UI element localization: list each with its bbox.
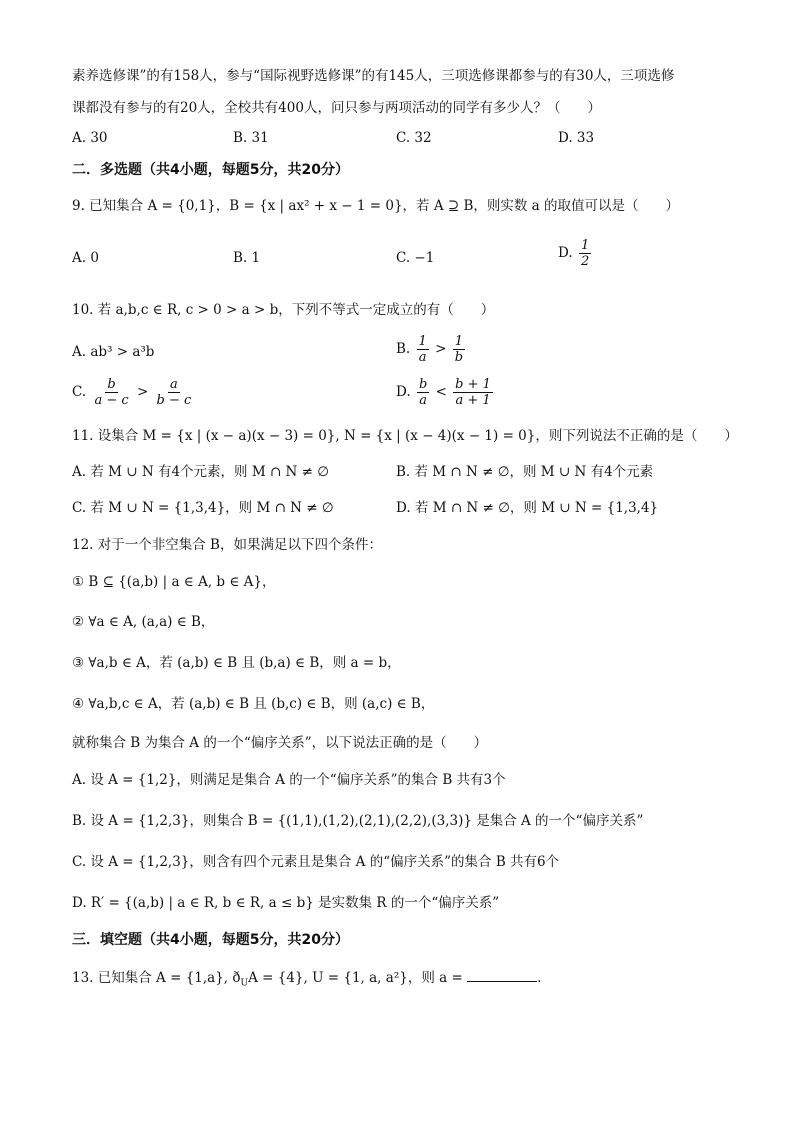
q9-option-b[interactable]: B. 1 xyxy=(233,250,261,266)
q10-option-c[interactable] xyxy=(72,377,195,408)
q11-option-d[interactable]: D. 若 M ∩ N ≠ ∅，则 M ∪ N = {1,3,4} xyxy=(396,500,659,516)
q10-option-d-left-numerator: b xyxy=(418,377,428,392)
q10-option-c-right-fraction xyxy=(155,377,194,408)
q12-option-c[interactable]: C. 设 A = {1,2,3}，则含有四个元素且是集合 A 的“偏序关系”的集合 B 共有6个 xyxy=(72,854,560,870)
q8-option-c[interactable]: C. 32 xyxy=(396,130,432,146)
q13-stem xyxy=(72,967,541,994)
q12-option-a[interactable]: A. 设 A = {1,2}，则满足是集合 A 的一个“偏序关系”的集合 B 共有3个 xyxy=(72,772,506,788)
q12-condition-1: ① B ⊆ {(a,b) | a ∈ A, b ∈ A}， xyxy=(72,574,276,590)
q10-option-b-label: B. xyxy=(396,341,411,357)
q10-option-d-left-fraction xyxy=(417,377,429,408)
q12-option-d[interactable]: D. R′ = {(a,b) | a ∈ R, b ∈ R, a ≤ b} 是实数集 R 的一个“偏序关系” xyxy=(72,895,500,911)
q9-option-c[interactable]: C. −1 xyxy=(396,250,435,266)
q9-option-d-numerator: 1 xyxy=(580,238,590,253)
q9-option-d[interactable] xyxy=(558,238,593,269)
q10-option-b-right-numerator: 1 xyxy=(454,334,463,349)
q13-stem-rest: A = {4}, U = {1, a, a²}，则 a = xyxy=(248,970,463,986)
q12-condition-4: ④ ∀a,b,c ∈ A，若 (a,b) ∈ B 且 (b,c) ∈ B，则 (a,c) ∈ B， xyxy=(72,696,435,712)
q10-option-b-left-denominator: a xyxy=(418,350,427,365)
q10-option-d-operator: < xyxy=(435,384,447,400)
q10-option-d-right-fraction xyxy=(453,377,493,408)
q10-option-c-label: C. xyxy=(72,384,87,400)
q13-answer-blank[interactable] xyxy=(467,967,537,982)
q9-option-d-fraction xyxy=(579,238,591,269)
q11-option-a[interactable]: A. 若 M ∪ N 有4个元素，则 M ∩ N ≠ ∅ xyxy=(72,464,330,480)
q10-option-b-right-fraction xyxy=(453,334,465,365)
q12-condition-2: ② ∀a ∈ A, (a,a) ∈ B， xyxy=(72,614,215,630)
q9-option-d-label: D. xyxy=(558,245,573,261)
q10-option-c-right-denominator: b − c xyxy=(156,393,192,408)
q10-option-b-operator: > xyxy=(435,341,447,357)
section-title-multiple-choice: 二．多选题（共4小题，每题5分，共20分） xyxy=(72,162,349,178)
q10-option-d-right-denominator: a + 1 xyxy=(455,393,491,408)
q10-stem: 10. 若 a,b,c ∈ R, c > 0 > a > b，下列不等式一定成立的有（ ） xyxy=(72,302,495,318)
q10-option-c-operator: > xyxy=(136,384,149,400)
section-title-fill-in-blank: 三．填空题（共4小题，每题5分，共20分） xyxy=(72,932,349,948)
q12-condition-3: ③ ∀a,b ∈ A，若 (a,b) ∈ B 且 (b,a) ∈ B，则 a = b， xyxy=(72,655,401,671)
q8-option-a[interactable]: A. 30 xyxy=(72,130,108,146)
q10-option-d-left-denominator: a xyxy=(419,393,427,408)
q10-option-c-left-numerator: b xyxy=(107,377,116,392)
q12-stem: 12. 对于一个非空集合 B，如果满足以下四个条件： xyxy=(72,537,382,553)
q9-option-a[interactable]: A. 0 xyxy=(72,250,99,266)
q10-option-c-right-numerator: a xyxy=(170,377,178,392)
q9-stem: 9. 已知集合 A = {0,1}，B = {x | ax² + x − 1 = 0}，若 A ⊇ B，则实数 a 的取值可以是（ ） xyxy=(72,198,680,214)
q10-option-b-left-fraction xyxy=(417,334,429,365)
q10-option-b-right-denominator: b xyxy=(454,350,464,365)
q10-option-b[interactable] xyxy=(396,334,467,365)
q8-stem-line1: 素养选修课”的有158人，参与“国际视野选修课”的有145人，三项选修课都参与的有30人，三项选修 xyxy=(72,68,675,84)
q12-option-b[interactable]: B. 设 A = {1,2,3}，则集合 B = {(1,1),(1,2),(2,1),(2,2),(3,3)} 是集合 A 的一个“偏序关系” xyxy=(72,813,644,829)
q10-option-c-left-denominator: a − c xyxy=(94,393,129,408)
q10-option-c-left-fraction xyxy=(92,377,130,408)
q10-option-d-right-numerator: b + 1 xyxy=(455,377,491,392)
q9-option-d-denominator: 2 xyxy=(580,254,590,269)
q8-stem-line2: 课都没有参与的有20人，全校共有400人，问只参与两项活动的同学有多少人？（ ） xyxy=(72,100,601,116)
q8-option-b[interactable]: B. 31 xyxy=(233,130,269,146)
q8-option-d[interactable]: D. 33 xyxy=(558,130,595,146)
q13-stem-start: 13. 已知集合 A = {1,a}, ð xyxy=(72,970,241,986)
q12-summary: 就称集合 B 为集合 A 的一个“偏序关系”，以下说法正确的是（ ） xyxy=(72,735,488,751)
q13-stem-subscript: U xyxy=(240,978,249,989)
q10-option-a[interactable]: A. ab³ > a³b xyxy=(72,344,155,360)
q11-stem: 11. 设集合 M = {x | (x − a)(x − 3) = 0}, N = {x | (x − 4)(x − 1) = 0}，则下列说法不正确的是（ ） xyxy=(72,428,738,444)
q10-option-d[interactable] xyxy=(396,377,495,408)
q10-option-b-left-numerator: 1 xyxy=(418,334,427,349)
q11-option-b[interactable]: B. 若 M ∩ N ≠ ∅，则 M ∪ N 有4个元素 xyxy=(396,464,654,480)
q11-option-c[interactable]: C. 若 M ∪ N = {1,3,4}，则 M ∩ N ≠ ∅ xyxy=(72,500,334,516)
q10-option-d-label: D. xyxy=(396,384,411,400)
q13-stem-end: . xyxy=(537,970,542,986)
